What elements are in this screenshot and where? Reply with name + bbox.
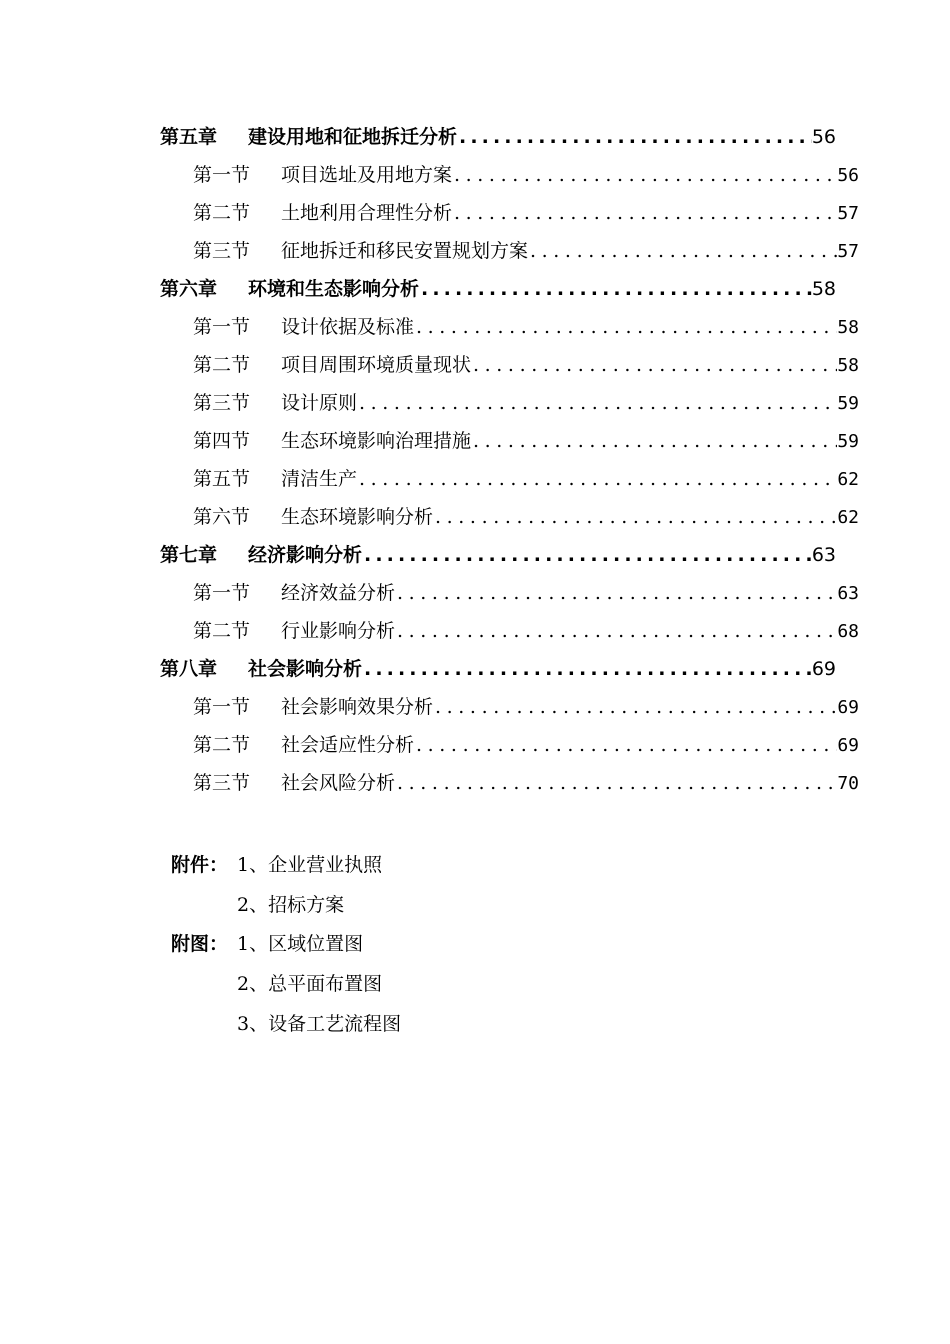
figures-row — [171, 924, 363, 964]
toc-chapter-number: 第七章 — [160, 544, 218, 566]
toc-chapter-row[interactable] — [160, 270, 836, 308]
toc-page-number: 56 — [811, 126, 836, 148]
toc-dot-leader — [457, 118, 812, 156]
toc-section-title: 生态环境影响分析 — [281, 506, 434, 528]
toc-section-title: 社会适应性分析 — [281, 734, 415, 756]
toc-section-title: 清洁生产 — [281, 468, 358, 490]
figures-row — [171, 964, 382, 1004]
toc-section-row[interactable] — [193, 764, 859, 802]
toc-page-number: 59 — [837, 393, 859, 414]
toc-dot-leader — [395, 764, 837, 802]
toc-dot-leader — [357, 460, 837, 498]
toc-section-number: 第一节 — [193, 316, 251, 338]
toc-section-number: 第二节 — [193, 202, 251, 224]
toc-section-row[interactable] — [193, 384, 859, 422]
toc-chapter-number: 第五章 — [160, 126, 218, 148]
attachments-label: 附件： — [171, 854, 229, 876]
toc-section-row[interactable] — [193, 422, 859, 460]
toc-page-number: 69 — [837, 735, 859, 756]
toc-dot-leader — [395, 612, 837, 650]
toc-dot-leader — [395, 574, 837, 612]
toc-page-number: 69 — [811, 658, 836, 680]
toc-section-number: 第四节 — [193, 430, 251, 452]
toc-section-row[interactable] — [193, 346, 859, 384]
toc-section-number: 第三节 — [193, 772, 251, 794]
toc-section-row[interactable] — [193, 688, 859, 726]
toc-section-number: 第一节 — [193, 164, 251, 186]
toc-section-row[interactable] — [193, 232, 859, 270]
toc-section-title: 土地利用合理性分析 — [281, 202, 453, 224]
toc-page-number: 63 — [811, 544, 836, 566]
figure-item: 1、区域位置图 — [237, 933, 364, 955]
toc-section-number: 第五节 — [193, 468, 251, 490]
toc-section-title: 设计依据及标准 — [281, 316, 415, 338]
toc-page-number: 57 — [837, 241, 859, 262]
attachments-row — [171, 885, 344, 925]
figure-item: 2、总平面布置图 — [237, 973, 383, 995]
toc-chapter-title: 建设用地和征地拆迁分析 — [248, 126, 458, 148]
toc-dot-leader — [433, 688, 837, 726]
toc-chapter-title: 社会影响分析 — [248, 658, 363, 680]
toc-chapter-row[interactable] — [160, 536, 836, 574]
toc-section-row[interactable] — [193, 612, 859, 650]
toc-section-number: 第六节 — [193, 506, 251, 528]
toc-section-row[interactable] — [193, 574, 859, 612]
figure-item: 3、设备工艺流程图 — [237, 1013, 402, 1035]
toc-page-number: 57 — [837, 203, 859, 224]
toc-chapter-number: 第六章 — [160, 278, 218, 300]
toc-section-row[interactable] — [193, 498, 859, 536]
toc-page-number: 69 — [837, 697, 859, 718]
toc-section-title: 社会影响效果分析 — [281, 696, 434, 718]
toc-page-number: 68 — [837, 621, 859, 642]
toc-page-number: 62 — [837, 507, 859, 528]
toc-page-number: 62 — [837, 469, 859, 490]
toc-section-number: 第二节 — [193, 620, 251, 642]
toc-dot-leader — [419, 270, 812, 308]
attachment-item: 1、企业营业执照 — [237, 854, 383, 876]
toc-chapter-number: 第八章 — [160, 658, 218, 680]
toc-dot-leader — [452, 194, 837, 232]
toc-dot-leader — [362, 650, 812, 688]
toc-page-number: 70 — [837, 773, 859, 794]
toc-section-title: 项目选址及用地方案 — [281, 164, 453, 186]
toc-dot-leader — [433, 498, 837, 536]
toc-section-row[interactable] — [193, 460, 859, 498]
toc-page-number: 58 — [837, 355, 859, 376]
toc-section-number: 第二节 — [193, 354, 251, 376]
toc-section-title: 项目周围环境质量现状 — [281, 354, 472, 376]
toc-section-title: 行业影响分析 — [281, 620, 396, 642]
toc-dot-leader — [357, 384, 837, 422]
toc-dot-leader — [452, 156, 837, 194]
toc-chapter-row[interactable] — [160, 118, 836, 156]
toc-section-row[interactable] — [193, 308, 859, 346]
toc-dot-leader — [414, 726, 837, 764]
toc-page-number: 59 — [837, 431, 859, 452]
toc-section-row[interactable] — [193, 726, 859, 764]
toc-section-number: 第一节 — [193, 696, 251, 718]
toc-section-row[interactable] — [193, 156, 859, 194]
toc-dot-leader — [414, 308, 837, 346]
toc-page-number: 63 — [837, 583, 859, 604]
toc-dot-leader — [528, 232, 837, 270]
toc-section-title: 社会风险分析 — [281, 772, 396, 794]
toc-section-number: 第三节 — [193, 392, 251, 414]
toc-chapter-title: 经济影响分析 — [248, 544, 363, 566]
toc-dot-leader — [362, 536, 812, 574]
figures-label: 附图： — [171, 933, 229, 955]
toc-page-number: 58 — [837, 317, 859, 338]
toc-chapter-title: 环境和生态影响分析 — [248, 278, 420, 300]
toc-page-number: 58 — [811, 278, 836, 300]
toc-section-title: 经济效益分析 — [281, 582, 396, 604]
figures-row — [171, 1004, 401, 1044]
toc-section-title: 征地拆迁和移民安置规划方案 — [281, 240, 529, 262]
toc-section-title: 生态环境影响治理措施 — [281, 430, 472, 452]
toc-section-row[interactable] — [193, 194, 859, 232]
toc-page-number: 56 — [837, 165, 859, 186]
attachment-item: 2、招标方案 — [237, 894, 345, 916]
toc-section-number: 第一节 — [193, 582, 251, 604]
toc-section-number: 第二节 — [193, 734, 251, 756]
toc-dot-leader — [471, 422, 837, 460]
toc-dot-leader — [471, 346, 837, 384]
attachments-row — [171, 845, 382, 885]
toc-section-number: 第三节 — [193, 240, 251, 262]
toc-section-title: 设计原则 — [281, 392, 358, 414]
toc-chapter-row[interactable] — [160, 650, 836, 688]
